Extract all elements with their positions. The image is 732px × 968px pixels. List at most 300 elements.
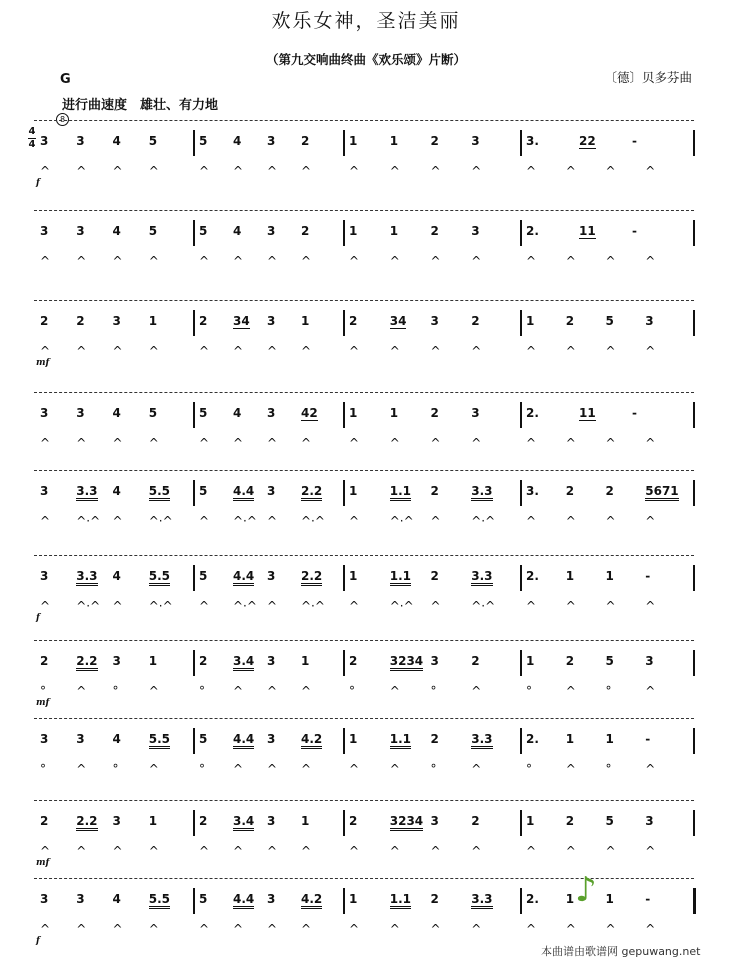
note: 1 bbox=[349, 484, 358, 498]
note: 2 bbox=[199, 654, 208, 668]
accent-mark: ° bbox=[526, 762, 532, 776]
note: 3 bbox=[430, 814, 439, 828]
accent-mark: ^ bbox=[471, 762, 482, 776]
note: 2 bbox=[471, 814, 480, 828]
note: 3 bbox=[471, 134, 480, 148]
accent-mark: ^·^ bbox=[148, 599, 173, 613]
note: 1.1 bbox=[390, 484, 411, 501]
accent-mark: ° bbox=[199, 684, 205, 698]
note: 2 bbox=[565, 814, 575, 828]
accent-mark: ^ bbox=[40, 922, 51, 936]
accent-mark: ^ bbox=[565, 762, 576, 776]
accent-mark: ^ bbox=[199, 436, 210, 450]
note: - bbox=[645, 892, 651, 906]
system-divider bbox=[34, 392, 694, 393]
score-system bbox=[0, 470, 732, 560]
note: 3.4 bbox=[233, 654, 254, 671]
accent-mark: ^ bbox=[233, 844, 244, 858]
note: 1 bbox=[349, 134, 358, 148]
note: 2.2 bbox=[76, 654, 97, 671]
accent-mark: ^ bbox=[471, 254, 482, 268]
note: 5 bbox=[199, 134, 208, 148]
barline bbox=[520, 565, 522, 591]
accent-mark: ^·^ bbox=[233, 514, 257, 528]
barline bbox=[693, 810, 695, 836]
accent-mark: ^ bbox=[645, 762, 656, 776]
accent-mark: ^ bbox=[301, 922, 312, 936]
barline bbox=[343, 728, 345, 754]
score-system bbox=[0, 300, 732, 390]
note: 5 bbox=[148, 406, 158, 420]
note: 3 bbox=[430, 654, 439, 668]
note: 34 bbox=[389, 314, 407, 328]
note: 1 bbox=[389, 406, 399, 420]
time-signature-bottom: 4 bbox=[28, 139, 36, 150]
accent-mark: ^ bbox=[389, 254, 400, 268]
note: 2 bbox=[301, 134, 310, 148]
barline bbox=[520, 810, 522, 836]
accent-mark: ^ bbox=[301, 436, 312, 450]
accent-mark: ^ bbox=[471, 844, 482, 858]
system-divider bbox=[34, 470, 694, 471]
note: 5 bbox=[199, 224, 208, 238]
note: 3 bbox=[267, 569, 276, 583]
accent-mark: ^ bbox=[471, 436, 482, 450]
note: - bbox=[632, 134, 637, 148]
accent-mark: ^ bbox=[267, 599, 278, 613]
barline bbox=[520, 130, 522, 156]
accent-mark: ^ bbox=[389, 436, 400, 450]
accent-mark: ^ bbox=[233, 254, 244, 268]
accent-mark: ^ bbox=[605, 344, 616, 358]
accent-mark: ^ bbox=[389, 344, 400, 358]
note: 5 bbox=[199, 406, 208, 420]
note: 3 bbox=[76, 406, 85, 420]
barline bbox=[520, 888, 522, 914]
barline bbox=[193, 480, 195, 506]
note: 3.3 bbox=[471, 569, 492, 586]
accent-mark: ^ bbox=[112, 514, 123, 528]
note: 2 bbox=[471, 654, 480, 668]
accent-mark: ^ bbox=[565, 344, 576, 358]
barline bbox=[693, 480, 695, 506]
barline bbox=[520, 650, 522, 676]
note: 4 bbox=[112, 224, 121, 238]
barline bbox=[343, 130, 345, 156]
accent-mark: ^ bbox=[233, 922, 244, 936]
accent-mark: ^ bbox=[76, 436, 87, 450]
accent-mark: ^ bbox=[430, 436, 441, 450]
system-divider bbox=[34, 718, 694, 719]
note: 3 bbox=[76, 892, 85, 906]
accent-mark: ^ bbox=[267, 922, 278, 936]
note: 3 bbox=[645, 654, 654, 668]
note: 5 bbox=[199, 892, 208, 906]
note: 2 bbox=[565, 484, 575, 498]
note: 5 bbox=[199, 484, 208, 498]
note: 1 bbox=[148, 814, 158, 828]
note: 1 bbox=[526, 814, 535, 828]
accent-mark: ^ bbox=[112, 436, 123, 450]
system-divider bbox=[34, 120, 694, 121]
note: 4 bbox=[112, 732, 121, 746]
note: 2. bbox=[526, 892, 539, 906]
accent-mark: ^·^ bbox=[389, 514, 414, 528]
dynamic-marking: f bbox=[36, 178, 40, 188]
note: 1 bbox=[301, 814, 310, 828]
barline bbox=[343, 565, 345, 591]
dynamic-marking: mf bbox=[36, 698, 50, 708]
note: 4.2 bbox=[301, 892, 322, 909]
accent-mark: ^ bbox=[199, 514, 210, 528]
note: 3 bbox=[645, 814, 654, 828]
barline bbox=[343, 220, 345, 246]
accent-mark: ^ bbox=[40, 344, 51, 358]
note: 4.4 bbox=[233, 569, 254, 586]
note: 3 bbox=[40, 484, 49, 498]
note: 4 bbox=[112, 484, 121, 498]
accent-mark: ° bbox=[40, 762, 46, 776]
note: 3 bbox=[471, 224, 480, 238]
note: 1 bbox=[389, 224, 399, 238]
accent-mark: ^ bbox=[605, 436, 616, 450]
note: 1 bbox=[526, 654, 535, 668]
accent-mark: ^ bbox=[565, 684, 576, 698]
accent-mark: ^ bbox=[645, 922, 656, 936]
note: 3 bbox=[40, 134, 49, 148]
note: 3. bbox=[526, 484, 539, 498]
accent-mark: ^ bbox=[389, 164, 400, 178]
accent-mark: ^ bbox=[605, 164, 616, 178]
note: 3 bbox=[267, 814, 276, 828]
note: 5.5 bbox=[149, 732, 170, 749]
note: 3234 bbox=[390, 814, 423, 831]
accent-mark: ^ bbox=[301, 254, 312, 268]
accent-mark: ^ bbox=[40, 844, 51, 858]
accent-mark: ^·^ bbox=[76, 599, 101, 613]
accent-mark: ^ bbox=[605, 599, 616, 613]
accent-mark: ^·^ bbox=[301, 514, 325, 528]
accent-mark: ^ bbox=[301, 684, 312, 698]
note: 3. bbox=[526, 134, 539, 148]
system-divider bbox=[34, 210, 694, 211]
note: 4 bbox=[233, 224, 242, 238]
note: 2. bbox=[526, 224, 539, 238]
note: 1 bbox=[349, 732, 358, 746]
dynamic-marking: mf bbox=[36, 858, 50, 868]
accent-mark: ^ bbox=[267, 684, 278, 698]
note: 3.3 bbox=[471, 732, 492, 749]
note: 5 bbox=[148, 134, 158, 148]
note: 3.3 bbox=[76, 569, 97, 586]
note: 1 bbox=[349, 569, 358, 583]
accent-mark: ^ bbox=[430, 844, 441, 858]
accent-mark: ° bbox=[199, 762, 205, 776]
note: 11 bbox=[579, 406, 596, 420]
note: 1 bbox=[605, 732, 614, 746]
accent-mark: ^ bbox=[301, 164, 312, 178]
note: 3 bbox=[267, 314, 276, 328]
score-system bbox=[0, 718, 732, 808]
accent-mark: ^ bbox=[471, 164, 482, 178]
accent-mark: ^ bbox=[267, 164, 278, 178]
note: 2.2 bbox=[301, 569, 322, 586]
barline bbox=[520, 402, 522, 428]
barline bbox=[343, 402, 345, 428]
barline bbox=[693, 220, 695, 246]
accent-mark: ^ bbox=[645, 436, 656, 450]
note: 3.4 bbox=[233, 814, 254, 831]
note: 42 bbox=[301, 406, 318, 420]
accent-mark: ^ bbox=[76, 762, 87, 776]
note: 22 bbox=[579, 134, 596, 148]
note: 3 bbox=[267, 732, 276, 746]
note: 3 bbox=[112, 814, 121, 828]
barline bbox=[343, 480, 345, 506]
accent-mark: ^ bbox=[148, 844, 159, 858]
note: 2 bbox=[430, 484, 439, 498]
accent-mark: ^ bbox=[233, 164, 244, 178]
accent-mark: ^ bbox=[199, 164, 210, 178]
accent-mark: ^ bbox=[40, 164, 51, 178]
accent-mark: ^ bbox=[526, 514, 537, 528]
key-signature: G bbox=[60, 72, 71, 87]
accent-mark: ^·^ bbox=[471, 514, 496, 528]
accent-mark: ^ bbox=[301, 762, 312, 776]
accent-mark: ° bbox=[112, 684, 119, 698]
accent-mark: ^ bbox=[40, 514, 51, 528]
barline bbox=[193, 728, 195, 754]
note: 2 bbox=[471, 314, 480, 328]
barline bbox=[693, 565, 695, 591]
accent-mark: ^ bbox=[645, 344, 656, 358]
accent-mark: ^ bbox=[389, 922, 400, 936]
barline bbox=[693, 310, 695, 336]
accent-mark: ^ bbox=[148, 762, 159, 776]
accent-mark: ^ bbox=[349, 599, 360, 613]
barline bbox=[693, 728, 695, 754]
accent-mark: ^ bbox=[233, 436, 244, 450]
barline bbox=[193, 402, 195, 428]
score-system bbox=[0, 555, 732, 645]
accent-mark: ^ bbox=[526, 344, 537, 358]
note: 2 bbox=[565, 314, 575, 328]
note: 2 bbox=[199, 814, 208, 828]
note: 4.4 bbox=[233, 892, 254, 909]
note: 4 bbox=[112, 892, 121, 906]
accent-mark: ^ bbox=[526, 164, 537, 178]
accent-mark: ^ bbox=[565, 254, 576, 268]
note: 2 bbox=[349, 654, 358, 668]
accent-mark: ^ bbox=[349, 514, 360, 528]
note: 2 bbox=[301, 224, 310, 238]
accent-mark: ^ bbox=[349, 254, 360, 268]
accent-mark: ^ bbox=[645, 254, 656, 268]
note: 5 bbox=[605, 654, 614, 668]
note: 1.1 bbox=[390, 732, 411, 749]
accent-mark: ^ bbox=[76, 684, 87, 698]
accent-mark: ^ bbox=[76, 922, 87, 936]
barline bbox=[343, 650, 345, 676]
note: 2 bbox=[605, 484, 614, 498]
score-system bbox=[0, 640, 732, 730]
note: 1 bbox=[389, 134, 399, 148]
score-system bbox=[0, 120, 732, 210]
accent-mark: ^ bbox=[233, 762, 244, 776]
note: 3 bbox=[76, 224, 85, 238]
note: 3234 bbox=[390, 654, 423, 671]
note: 5.5 bbox=[149, 484, 170, 501]
accent-mark: ° bbox=[349, 684, 355, 698]
accent-mark: ^ bbox=[565, 844, 576, 858]
watermark-logo: ♪ bbox=[575, 870, 597, 910]
note: 1 bbox=[349, 406, 358, 420]
note: - bbox=[632, 406, 637, 420]
accent-mark: ^ bbox=[430, 344, 441, 358]
barline bbox=[193, 565, 195, 591]
barline bbox=[693, 888, 696, 914]
note: 1 bbox=[301, 654, 310, 668]
note: 2 bbox=[199, 314, 208, 328]
note: 5 bbox=[605, 314, 614, 328]
accent-mark: ^ bbox=[389, 684, 400, 698]
note: 3 bbox=[40, 569, 49, 583]
note: 4 bbox=[112, 134, 121, 148]
note: 5 bbox=[148, 224, 158, 238]
barline bbox=[193, 220, 195, 246]
note: 2 bbox=[430, 224, 439, 238]
note: 3 bbox=[267, 892, 276, 906]
score-subtitle: （第九交响曲终曲《欢乐颂》片断） bbox=[265, 52, 466, 67]
accent-mark: ^ bbox=[645, 684, 656, 698]
system-divider bbox=[34, 800, 694, 801]
accent-mark: ^ bbox=[301, 844, 312, 858]
barline bbox=[520, 220, 522, 246]
accent-mark: ^ bbox=[267, 344, 278, 358]
accent-mark: ^ bbox=[148, 436, 159, 450]
accent-mark: ^ bbox=[645, 599, 656, 613]
accent-mark: ^ bbox=[526, 436, 537, 450]
note: 4.4 bbox=[233, 484, 254, 501]
accent-mark: ^ bbox=[430, 599, 441, 613]
accent-mark: ^ bbox=[199, 844, 210, 858]
accent-mark: ^ bbox=[471, 922, 482, 936]
accent-mark: ^ bbox=[112, 344, 123, 358]
accent-mark: ^ bbox=[565, 922, 576, 936]
note: 2 bbox=[430, 892, 439, 906]
accent-mark: ^ bbox=[267, 436, 278, 450]
accent-mark: ^ bbox=[645, 164, 656, 178]
note: 3 bbox=[40, 732, 49, 746]
accent-mark: ^ bbox=[267, 254, 278, 268]
accent-mark: ^ bbox=[267, 844, 278, 858]
barline bbox=[693, 650, 695, 676]
accent-mark: ^ bbox=[605, 514, 616, 528]
accent-mark: ^ bbox=[349, 844, 360, 858]
note: 11 bbox=[579, 224, 596, 238]
barline bbox=[520, 728, 522, 754]
time-signature-top: 4 bbox=[28, 126, 36, 137]
tempo-marking: 进行曲速度 雄壮、有力地 bbox=[62, 98, 219, 113]
accent-mark: ^ bbox=[112, 164, 123, 178]
system-divider bbox=[34, 300, 694, 301]
note: 3 bbox=[40, 892, 49, 906]
note: 4 bbox=[112, 569, 121, 583]
accent-mark: ^·^ bbox=[389, 599, 414, 613]
accent-mark: ^ bbox=[267, 762, 278, 776]
barline bbox=[193, 888, 195, 914]
note: 5 bbox=[199, 569, 208, 583]
accent-mark: ^ bbox=[605, 254, 616, 268]
note: 3 bbox=[76, 732, 85, 746]
barline bbox=[343, 810, 345, 836]
accent-mark: ^ bbox=[267, 514, 278, 528]
accent-mark: ^ bbox=[112, 254, 123, 268]
note: 3 bbox=[267, 406, 276, 420]
accent-mark: ^ bbox=[233, 344, 244, 358]
accent-mark: ^ bbox=[233, 684, 244, 698]
barline bbox=[193, 310, 195, 336]
note: 2. bbox=[526, 569, 539, 583]
accent-mark: ^ bbox=[148, 344, 159, 358]
accent-mark: ^ bbox=[76, 844, 87, 858]
accent-mark: ^ bbox=[349, 344, 360, 358]
note: 1 bbox=[148, 314, 158, 328]
note: 1 bbox=[605, 569, 614, 583]
dynamic-marking: mf bbox=[36, 358, 50, 368]
note: 1 bbox=[148, 654, 158, 668]
accent-mark: ° bbox=[40, 684, 46, 698]
accent-mark: ^ bbox=[389, 762, 400, 776]
note: 3 bbox=[430, 314, 439, 328]
accent-mark: ^ bbox=[565, 164, 576, 178]
accent-mark: ^ bbox=[605, 844, 616, 858]
accent-mark: ^ bbox=[389, 844, 400, 858]
accent-mark: ^ bbox=[349, 436, 360, 450]
barline bbox=[193, 810, 195, 836]
note: 5.5 bbox=[149, 892, 170, 909]
note: 1 bbox=[349, 224, 358, 238]
accent-mark: ^ bbox=[148, 684, 159, 698]
accent-mark: ^ bbox=[526, 922, 537, 936]
note: 1 bbox=[605, 892, 614, 906]
note: 3 bbox=[471, 406, 480, 420]
note: 1 bbox=[565, 892, 575, 906]
accent-mark: ^ bbox=[526, 254, 537, 268]
note: - bbox=[632, 224, 637, 238]
accent-mark: ^ bbox=[199, 599, 210, 613]
note: 1 bbox=[565, 732, 575, 746]
note: 4.2 bbox=[301, 732, 322, 749]
accent-mark: ^ bbox=[526, 844, 537, 858]
note: 2.2 bbox=[301, 484, 322, 501]
note: 3 bbox=[267, 484, 276, 498]
accent-mark: ° bbox=[430, 762, 437, 776]
note: 3.3 bbox=[76, 484, 97, 501]
note: 2 bbox=[430, 732, 439, 746]
accent-mark: ° bbox=[526, 684, 532, 698]
note: 4 bbox=[233, 134, 242, 148]
accent-mark: ° bbox=[605, 684, 612, 698]
accent-mark: ^·^ bbox=[301, 599, 325, 613]
note: 3 bbox=[76, 134, 85, 148]
accent-mark: ^ bbox=[199, 254, 210, 268]
barline bbox=[693, 130, 695, 156]
note: 1 bbox=[301, 314, 310, 328]
accent-mark: ° bbox=[112, 762, 119, 776]
note: 2. bbox=[526, 406, 539, 420]
accent-mark: ° bbox=[605, 762, 612, 776]
